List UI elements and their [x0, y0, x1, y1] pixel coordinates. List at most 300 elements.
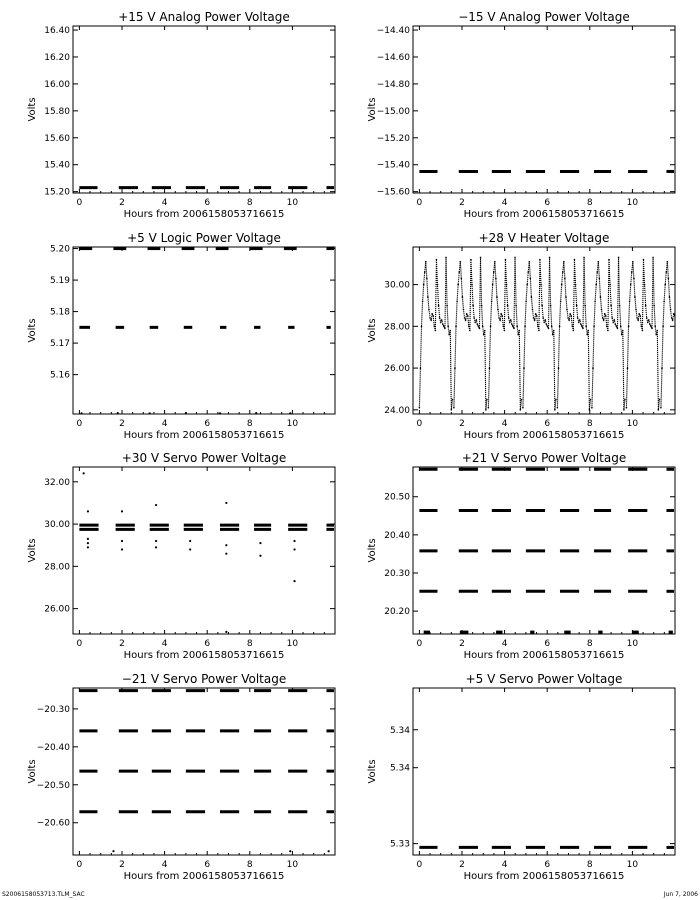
data-point — [663, 300, 665, 302]
data-point — [603, 319, 605, 321]
data-point — [617, 328, 619, 330]
data-point — [574, 259, 576, 261]
data-point — [611, 317, 613, 319]
data-point — [498, 317, 500, 319]
data-point — [578, 321, 580, 323]
footer-filename: S2006158053713.TLM_SAC — [2, 891, 85, 898]
data-point — [632, 261, 634, 263]
data-point — [652, 257, 654, 259]
data-point — [155, 504, 157, 506]
x-tick-label: 0 — [416, 860, 423, 870]
data-point — [555, 399, 557, 401]
data-point — [494, 261, 496, 263]
data-point — [449, 330, 451, 332]
y-tick-label: 26.00 — [44, 604, 70, 615]
x-tick-label: 8 — [586, 639, 593, 649]
data-point — [426, 278, 428, 280]
data-point — [521, 399, 523, 401]
data-point — [546, 323, 548, 325]
x-tick-label: 8 — [246, 860, 253, 870]
series-line — [557, 257, 590, 409]
y-tick-label: 28.00 — [44, 562, 70, 573]
x-tick-label: 10 — [626, 419, 639, 429]
y-axis-label: Volts — [367, 759, 378, 784]
x-tick-label: 2 — [459, 639, 465, 649]
data-point — [467, 315, 469, 317]
data-point — [608, 259, 610, 261]
chart-title: −15 V Analog Power Voltage — [458, 10, 630, 24]
data-point — [289, 412, 291, 414]
data-point — [628, 326, 630, 328]
data-point — [596, 271, 598, 273]
x-tick-label: 10 — [626, 639, 639, 649]
data-point — [189, 540, 191, 542]
data-point — [479, 328, 481, 330]
x-tick-label: 0 — [76, 419, 83, 429]
y-tick-label: 15.20 — [44, 187, 70, 198]
data-point — [566, 309, 568, 311]
y-tick-label: 15.60 — [44, 133, 70, 144]
data-point — [581, 326, 583, 328]
y-tick-label: 16.00 — [44, 79, 70, 90]
data-point — [219, 412, 221, 414]
data-point — [465, 319, 467, 321]
data-point — [585, 326, 587, 328]
x-tick-label: 6 — [204, 860, 211, 870]
data-point — [87, 546, 89, 548]
data-point — [486, 399, 488, 401]
y-tick-label: 20.30 — [384, 568, 410, 579]
data-point — [562, 271, 564, 273]
y-tick-label: −15.20 — [376, 133, 410, 144]
data-point — [441, 319, 443, 321]
data-point — [570, 315, 572, 317]
data-point — [542, 317, 544, 319]
data-point — [442, 323, 444, 325]
data-point — [529, 261, 531, 263]
data-point — [635, 309, 637, 311]
data-point — [573, 330, 575, 332]
y-tick-label: 20.40 — [384, 530, 410, 541]
data-point — [477, 323, 479, 325]
chart-panel — [27, 10, 335, 220]
data-point — [586, 334, 588, 336]
y-tick-label: −15.60 — [376, 187, 410, 198]
data-point — [616, 326, 618, 328]
y-tick-label: 5.33 — [389, 839, 410, 850]
x-tick-label: 8 — [246, 198, 253, 208]
data-point — [550, 305, 552, 307]
x-tick-label: 8 — [586, 860, 593, 870]
x-tick-label: 10 — [626, 860, 639, 870]
data-point — [592, 367, 594, 369]
data-point — [624, 399, 626, 401]
data-point — [557, 407, 559, 409]
data-point — [548, 328, 550, 330]
x-tick-label: 0 — [76, 860, 83, 870]
data-point — [155, 540, 157, 542]
data-point — [634, 296, 636, 298]
y-tick-label: 16.40 — [44, 26, 70, 37]
data-point — [501, 315, 503, 317]
data-point — [482, 326, 484, 328]
x-tick-label: 2 — [119, 419, 125, 429]
data-point — [500, 313, 502, 315]
data-point — [259, 555, 261, 557]
y-tick-label: −20.40 — [36, 742, 70, 753]
data-point — [567, 317, 569, 319]
data-point — [595, 284, 597, 286]
data-point — [419, 407, 421, 409]
data-point — [155, 546, 157, 548]
x-axis-label: Hours from 2006158053716615 — [463, 650, 625, 661]
data-point — [658, 409, 660, 411]
data-point — [464, 317, 466, 319]
data-point — [654, 326, 656, 328]
data-point — [664, 284, 666, 286]
data-point — [80, 412, 82, 414]
data-point — [83, 472, 85, 474]
y-axis-label: Volts — [367, 538, 378, 563]
data-point — [225, 631, 227, 633]
plot-frame — [73, 467, 335, 634]
data-point — [532, 309, 534, 311]
plot-frame — [413, 688, 675, 855]
data-point — [430, 319, 432, 321]
x-tick-label: 8 — [246, 639, 253, 649]
data-point — [478, 326, 480, 328]
chart-panel — [367, 672, 675, 882]
data-point — [539, 259, 541, 261]
data-point — [530, 278, 532, 280]
data-point — [673, 313, 675, 315]
data-point — [185, 412, 187, 414]
data-point — [627, 367, 629, 369]
data-point — [448, 334, 450, 336]
data-point — [328, 850, 330, 852]
x-tick-label: 4 — [161, 419, 168, 429]
data-point — [638, 313, 640, 315]
data-point — [579, 319, 581, 321]
data-point — [490, 326, 492, 328]
y-tick-label: 5.18 — [49, 307, 70, 318]
data-point — [637, 319, 639, 321]
chart-panel — [27, 451, 335, 661]
data-point — [650, 326, 652, 328]
x-tick-label: 8 — [246, 419, 253, 429]
data-point — [513, 328, 515, 330]
x-tick-label: 10 — [626, 198, 639, 208]
data-point — [613, 319, 615, 321]
data-point — [583, 257, 585, 259]
y-tick-label: 5.16 — [49, 370, 70, 381]
data-point — [623, 409, 625, 411]
data-point — [660, 407, 662, 409]
data-point — [440, 321, 442, 323]
y-tick-label: −20.30 — [36, 704, 70, 715]
data-point — [538, 330, 540, 332]
data-point — [534, 319, 536, 321]
data-point — [626, 407, 628, 409]
data-point — [669, 296, 671, 298]
data-point — [662, 326, 664, 328]
data-point — [121, 540, 123, 542]
data-point — [564, 278, 566, 280]
data-point — [540, 284, 542, 286]
data-point — [552, 334, 554, 336]
data-point — [630, 284, 632, 286]
data-point — [651, 328, 653, 330]
x-tick-label: 4 — [501, 419, 508, 429]
y-tick-label: 30.00 — [44, 520, 70, 531]
x-axis-label: Hours from 2006158053716615 — [463, 209, 625, 220]
data-point — [509, 321, 511, 323]
data-point — [514, 257, 516, 259]
x-tick-label: 4 — [501, 198, 508, 208]
data-point — [468, 326, 470, 328]
x-tick-label: 0 — [416, 198, 423, 208]
data-point — [255, 412, 257, 414]
x-tick-label: 6 — [544, 419, 551, 429]
data-point — [527, 271, 529, 273]
y-axis-label: Volts — [27, 97, 38, 122]
data-point — [633, 278, 635, 280]
plot-frame — [73, 247, 335, 414]
data-point — [598, 261, 600, 263]
y-tick-label: 20.20 — [384, 607, 410, 618]
data-point — [594, 300, 596, 302]
data-point — [515, 305, 517, 307]
data-point — [661, 367, 663, 369]
data-point — [454, 367, 456, 369]
y-axis-label: Volts — [27, 318, 38, 343]
data-point — [602, 317, 604, 319]
data-point — [293, 580, 295, 582]
data-point — [671, 317, 673, 319]
data-point — [462, 296, 464, 298]
y-tick-label: 24.00 — [384, 405, 410, 416]
y-tick-label: 15.40 — [44, 160, 70, 171]
data-point — [606, 326, 608, 328]
data-point — [622, 330, 624, 332]
data-point — [646, 317, 648, 319]
data-point — [653, 305, 655, 307]
data-point — [488, 407, 490, 409]
x-tick-label: 8 — [586, 198, 593, 208]
chart-panel — [27, 672, 335, 882]
chart-title: +21 V Servo Power Voltage — [461, 451, 627, 465]
x-axis-label: Hours from 2006158053716615 — [463, 430, 625, 441]
series-line — [523, 257, 556, 409]
data-point — [456, 300, 458, 302]
data-point — [512, 326, 514, 328]
data-point — [645, 305, 647, 307]
data-point — [484, 330, 486, 332]
x-tick-label: 2 — [459, 860, 465, 870]
data-point — [457, 284, 459, 286]
data-point — [436, 259, 438, 261]
data-point — [508, 317, 510, 319]
x-tick-label: 0 — [416, 639, 423, 649]
data-point — [489, 367, 491, 369]
data-point — [507, 305, 509, 307]
data-point — [604, 313, 606, 315]
data-point — [533, 317, 535, 319]
data-point — [463, 309, 465, 311]
data-point — [492, 284, 494, 286]
series-line — [419, 257, 452, 409]
y-tick-label: 30.00 — [384, 280, 410, 291]
x-tick-label: 0 — [76, 639, 83, 649]
data-point — [516, 326, 518, 328]
data-point — [87, 538, 89, 540]
data-point — [642, 330, 644, 332]
y-tick-label: −20.50 — [36, 780, 70, 791]
data-point — [422, 300, 424, 302]
data-point — [480, 257, 482, 259]
data-point — [485, 409, 487, 411]
plot-frame — [413, 26, 675, 193]
data-point — [589, 409, 591, 411]
data-point — [520, 409, 522, 411]
data-point — [549, 257, 551, 259]
chart-panel — [27, 231, 335, 441]
y-tick-label: −14.40 — [376, 26, 410, 37]
data-point — [668, 278, 670, 280]
data-point — [643, 259, 645, 261]
chart-panel — [367, 451, 675, 661]
x-tick-label: 2 — [119, 198, 125, 208]
data-point — [121, 548, 123, 550]
data-point — [447, 326, 449, 328]
chart-title: +15 V Analog Power Voltage — [118, 10, 290, 24]
data-point — [474, 321, 476, 323]
data-point — [189, 548, 191, 550]
data-point — [558, 367, 560, 369]
data-point — [225, 553, 227, 555]
data-point — [605, 315, 607, 317]
data-point — [580, 323, 582, 325]
x-tick-label: 6 — [544, 860, 551, 870]
data-point — [559, 326, 561, 328]
data-point — [590, 399, 592, 401]
data-point — [518, 330, 520, 332]
data-point — [511, 323, 513, 325]
y-tick-label: 28.00 — [384, 322, 410, 333]
data-point — [563, 261, 565, 263]
data-point — [618, 257, 620, 259]
data-point — [522, 407, 524, 409]
y-tick-label: −14.60 — [376, 52, 410, 63]
data-point — [510, 319, 512, 321]
data-point — [444, 328, 446, 330]
data-point — [636, 317, 638, 319]
data-point — [544, 319, 546, 321]
data-point — [526, 284, 528, 286]
y-axis-label: Volts — [367, 97, 378, 122]
data-point — [473, 317, 475, 319]
x-tick-label: 2 — [119, 639, 125, 649]
series-line — [454, 257, 487, 409]
data-point — [560, 300, 562, 302]
data-point — [609, 284, 611, 286]
data-point — [569, 313, 571, 315]
data-point — [584, 305, 586, 307]
data-point — [87, 542, 89, 544]
data-point — [504, 330, 506, 332]
series-line — [626, 257, 659, 409]
data-point — [525, 300, 527, 302]
data-point — [667, 261, 669, 263]
data-point — [461, 278, 463, 280]
data-point — [670, 309, 672, 311]
data-point — [293, 548, 295, 550]
data-point — [537, 326, 539, 328]
data-point — [437, 284, 439, 286]
data-point — [293, 540, 295, 542]
x-tick-label: 6 — [204, 419, 211, 429]
data-point — [469, 330, 471, 332]
data-point — [648, 319, 650, 321]
y-tick-label: 5.34 — [389, 725, 410, 736]
data-point — [551, 326, 553, 328]
data-point — [423, 284, 425, 286]
data-point — [472, 305, 474, 307]
x-axis-label: Hours from 2006158053716615 — [123, 209, 285, 220]
data-point — [601, 309, 603, 311]
data-point — [87, 510, 89, 512]
data-point — [505, 259, 507, 261]
data-point — [517, 334, 519, 336]
x-tick-label: 4 — [501, 860, 508, 870]
data-point — [225, 544, 227, 546]
x-tick-label: 6 — [544, 639, 551, 649]
data-point — [466, 313, 468, 315]
data-point — [475, 319, 477, 321]
data-point — [503, 326, 505, 328]
x-tick-label: 10 — [286, 639, 299, 649]
x-tick-label: 6 — [204, 639, 211, 649]
data-point — [615, 323, 617, 325]
data-point — [289, 850, 291, 852]
y-axis-label: Volts — [27, 538, 38, 563]
y-tick-label: −20.60 — [36, 818, 70, 829]
chart-title: +5 V Logic Power Voltage — [127, 231, 281, 245]
data-point — [649, 323, 651, 325]
data-point — [641, 326, 643, 328]
data-point — [506, 284, 508, 286]
data-point — [481, 305, 483, 307]
data-point — [491, 300, 493, 302]
data-point — [647, 321, 649, 323]
data-point — [425, 261, 427, 263]
plot-frame — [73, 26, 335, 193]
x-tick-label: 2 — [459, 419, 465, 429]
data-point — [575, 284, 577, 286]
x-axis-label: Hours from 2006158053716615 — [123, 871, 285, 882]
y-tick-label: 32.00 — [44, 477, 70, 488]
x-tick-label: 4 — [161, 860, 168, 870]
data-point — [600, 296, 602, 298]
data-point — [588, 330, 590, 332]
data-point — [672, 319, 674, 321]
chart-title: +30 V Servo Power Voltage — [121, 451, 287, 465]
data-point — [582, 328, 584, 330]
data-point — [112, 850, 114, 852]
data-point — [453, 407, 455, 409]
data-point — [428, 309, 430, 311]
y-tick-label: 5.20 — [49, 244, 70, 255]
